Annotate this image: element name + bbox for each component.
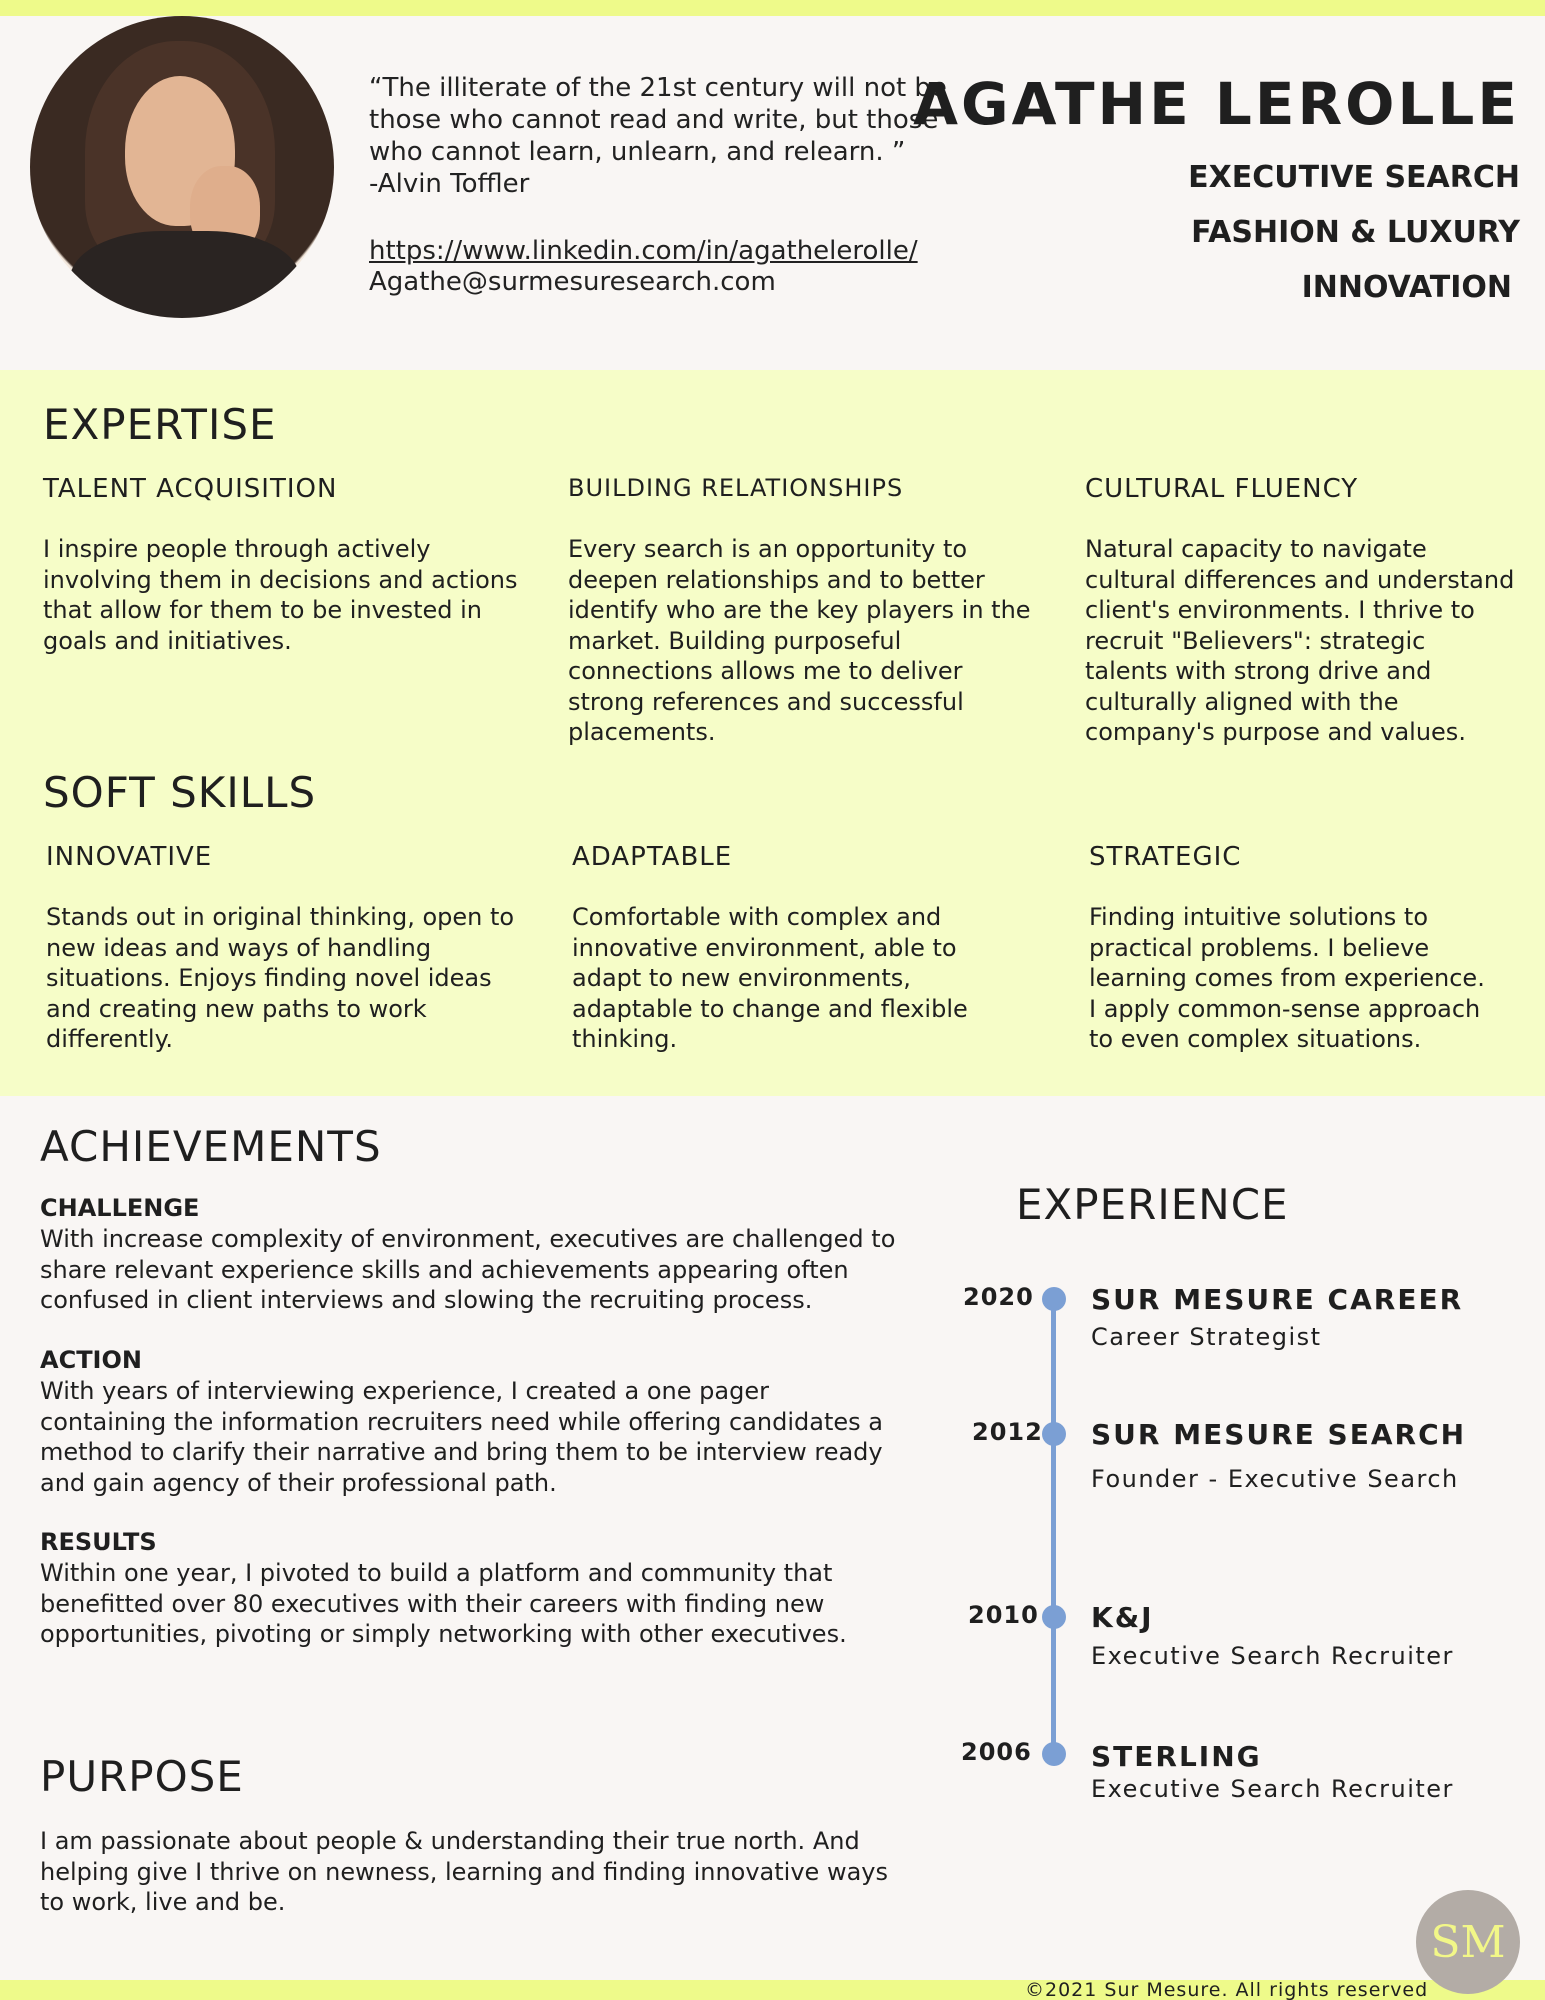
sur-mesure-logo: SM: [1416, 1890, 1520, 1994]
achievement-text: With years of interviewing experience, I created a one pager containing the information recruiters need while offering candidates a method to clarify their narrative and bring them to be interview ready and gain agency of their professional path.: [40, 1377, 883, 1497]
copyright-text: ©2021 Sur Mesure. All rights reserved: [1025, 1979, 1429, 2000]
timeline-year: 2010: [968, 1601, 1039, 1629]
profile-photo: [30, 16, 334, 318]
expertise-col-title: CULTURAL FLUENCY: [1085, 474, 1359, 504]
linkedin-link[interactable]: https://www.linkedin.com/in/agathelerolle/: [369, 236, 918, 266]
quote-text: “The illiterate of the 21st century will not be those who cannot read and write, but those who cannot learn, unlearn, and relearn. ”: [369, 73, 947, 167]
achievements-title: ACHIEVEMENTS: [40, 1122, 382, 1171]
timeline-dot: [1042, 1742, 1066, 1766]
timeline-year: 2020: [963, 1283, 1034, 1311]
soft-skill-text: Finding intuitive solutions to practical problems. I believe learning comes from experience. I apply common-sense approach to even complex situations.: [1089, 903, 1485, 1053]
timeline-company: SUR MESURE SEARCH: [1091, 1418, 1467, 1451]
purpose-text: I am passionate about people & understanding their true north. And helping give I thrive on newness, learning and finding innovative ways to work, live and be.: [40, 1827, 888, 1916]
timeline-role: Executive Search Recruiter: [1091, 1775, 1454, 1803]
timeline-company: K&J: [1091, 1601, 1154, 1634]
timeline-dot: [1042, 1605, 1066, 1629]
soft-skill-text: Stands out in original thinking, open to new ideas and ways of handling situations. Enjoys finding novel ideas and creating new paths to work differently.: [46, 903, 515, 1053]
photo-shirt: [70, 231, 300, 318]
email-text: Agathe@surmesuresearch.com: [369, 267, 776, 297]
timeline-role: Founder - Executive Search: [1091, 1465, 1459, 1493]
role-item: FASHION & LUXURY: [1191, 215, 1520, 250]
achievement-head: ACTION: [40, 1346, 142, 1374]
timeline-company: STERLING: [1091, 1740, 1262, 1773]
timeline-year: 2012: [972, 1418, 1043, 1446]
expertise-col-title: TALENT ACQUISITION: [43, 474, 338, 504]
top-accent-bar: [0, 0, 1545, 16]
experience-title: EXPERIENCE: [1016, 1180, 1289, 1229]
soft-skill-title: ADAPTABLE: [572, 842, 733, 872]
timeline-dot: [1042, 1422, 1066, 1446]
soft-skill-title: STRATEGIC: [1089, 842, 1242, 872]
role-item: EXECUTIVE SEARCH: [1188, 160, 1520, 195]
timeline-dot: [1042, 1287, 1066, 1311]
timeline-role: Executive Search Recruiter: [1091, 1642, 1454, 1670]
quote-author: -Alvin Toffler: [369, 169, 530, 199]
purpose-title: PURPOSE: [40, 1752, 244, 1801]
role-item: INNOVATION: [1301, 270, 1512, 305]
expertise-col-text: Every search is an opportunity to deepen relationships and to better identify who are the key players in the market. Building purposeful connections allows me to deliver strong references and successful placements.: [568, 535, 1031, 746]
quote-block: [369, 72, 949, 200]
contact-block: [369, 236, 918, 298]
achievement-text: Within one year, I pivoted to build a platform and community that benefitted over 80 executives with their careers with finding new opportunities, pivoting or simply networking with other executives.: [40, 1559, 847, 1648]
timeline-company: SUR MESURE CAREER: [1091, 1283, 1464, 1316]
expertise-col-text: I inspire people through actively involving them in decisions and actions that allow for them to be invested in goals and initiatives.: [43, 535, 518, 655]
achievement-head: RESULTS: [40, 1528, 157, 1556]
timeline-role: Career Strategist: [1091, 1323, 1322, 1351]
timeline-year: 2006: [961, 1738, 1032, 1766]
soft-skill-title: INNOVATIVE: [46, 842, 213, 872]
expertise-col-title: BUILDING RELATIONSHIPS: [568, 474, 904, 502]
achievement-text: With increase complexity of environment, executives are challenged to share relevant experience skills and achievements appearing often confused in client interviews and slowing the recruiting process.: [40, 1225, 896, 1314]
expertise-col-text: Natural capacity to navigate cultural differences and understand client's environments. I thrive to recruit "Believers": strategic talents with strong drive and culturally aligned with the company's purpose and values.: [1085, 535, 1515, 746]
soft-skills-title: SOFT SKILLS: [43, 768, 317, 817]
expertise-title: EXPERTISE: [43, 400, 277, 449]
achievement-head: CHALLENGE: [40, 1194, 200, 1222]
soft-skill-text: Comfortable with complex and innovative environment, able to adapt to new environments, adaptable to change and flexible thinking.: [572, 903, 968, 1053]
timeline-line: [1051, 1300, 1056, 1755]
candidate-name: AGATHE LEROLLE: [913, 70, 1520, 138]
role-list: [1188, 150, 1520, 315]
